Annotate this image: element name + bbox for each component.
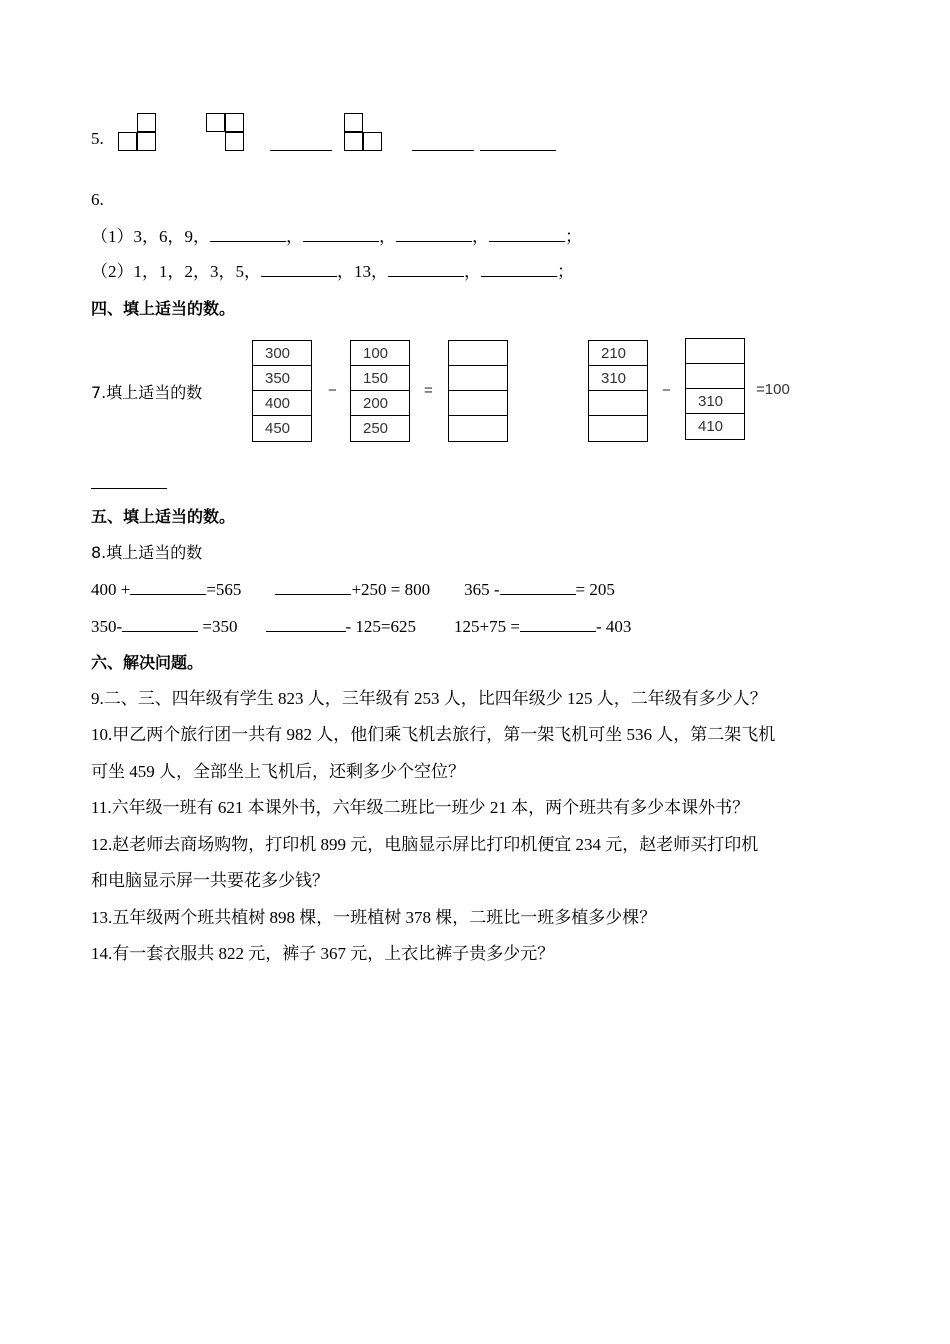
section-4-heading: 四、填上适当的数。 [91,299,236,318]
problem-10-line-1: 10.甲乙两个旅行团一共有 982 人，他们乘飞机去旅行，第一架飞机可坐 536 人，第二架飞机 [91,725,776,744]
q7-left-column-1 [252,340,312,442]
q6-part1-sep-3: ， [472,227,489,246]
problem-12-line-1: 12.赵老师去商场购物，打印机 899 元，电脑显示屏比打印机便宜 234 元，赵老师买打印机 [91,835,759,854]
section-5-heading: 五、填上适当的数。 [91,507,236,526]
q6-part1-sep-4: ； [565,227,582,246]
problem-10-line-2: 可坐 459 人，全部坐上飞机后，还剩多少个空位？ [91,762,465,781]
q7-cell: 450 [265,420,291,437]
problem-9: 9.二、三、四年级有学生 823 人，三年级有 253 人，比四年级少 125 人，二年级有多少人？ [91,689,767,708]
q7-answer-cell[interactable] [589,391,647,416]
q7-cell: 150 [351,366,409,391]
q7-right-column-1[interactable] [588,340,648,442]
q8-r2-text-2: =350 [198,617,238,636]
q8-row-1 [91,578,615,601]
q7-answer-cell[interactable] [449,366,507,391]
q5-answer-blank-2[interactable] [412,150,474,151]
q6-part1-prefix: （1）3，6，9， [91,227,210,246]
q7-cell: 350 [253,366,311,391]
q7-label: 7.填上适当的数 [91,383,203,402]
q8-r2-blank-1[interactable] [122,615,198,632]
q7-left-column-2 [350,340,410,442]
q7-answer-cell[interactable] [449,341,507,366]
q7-answer-cell[interactable] [589,416,647,441]
q7-answer-cell[interactable] [686,364,744,389]
q7-minus-2: − [662,382,671,399]
problem-13: 13.五年级两个班共植树 898 棵，一班植树 378 棵，二班比一班多植多少棵？ [91,908,657,927]
q7-cell: 200 [351,391,409,416]
q7-answer-column[interactable] [448,340,508,442]
q7-cell: 300 [253,341,311,366]
q6-part1-sep-2: ， [379,227,396,246]
q7-cell: 250 [363,420,389,437]
q6-part2-blank-1[interactable] [261,260,337,277]
q6-part2-blank-3[interactable] [481,260,557,277]
problem-14: 14.有一套衣服共 822 元，裤子 367 元，上衣比裤子贵多少元？ [91,944,555,963]
q6-part2 [91,260,574,283]
q8-r1-text-5: = 205 [575,580,615,599]
problem-12-line-2: 和电脑显示屏一共要花多少钱？ [91,871,329,890]
q6-part1-sep-1: ， [286,227,303,246]
q7-minus-1: − [328,382,337,399]
q7-answer-cell[interactable] [686,339,744,364]
q7-cell: 310 [589,366,647,391]
q7-cell: 310 [686,389,744,414]
q5-number: 5. [91,129,104,148]
q6-part2-blank-2[interactable] [388,260,464,277]
q8-r2-text-3: - 125=625 [345,617,417,636]
cube-view-shape-3 [344,113,384,153]
q7-result: =100 [756,381,790,398]
q7-cell: 410 [698,418,724,435]
q6-part2-sep-1: ， [464,262,481,281]
q5-answer-blank-3[interactable] [480,150,556,151]
q8-r1-text-4: 365 - [464,580,500,599]
q5-answer-blank-1[interactable] [270,150,332,151]
q6-part1-blank-1[interactable] [210,225,286,242]
cube-view-shape-1 [118,113,158,153]
q8-r2-blank-3[interactable] [520,615,596,632]
q6-part1-blank-3[interactable] [396,225,472,242]
q8-r2-text-1: 350- [91,617,123,636]
q8-row-2 [91,615,631,638]
q7-equals-1: = [424,382,433,399]
q6-part1-blank-4[interactable] [489,225,565,242]
cube-view-shape-2 [206,113,246,153]
q8-label: 8.填上适当的数 [91,543,203,562]
q8-r1-blank-1[interactable] [130,578,206,595]
q7-right-column-2[interactable] [685,338,745,440]
q6-part2-prefix: （2）1，1，2，3，5， [91,262,261,281]
problem-11: 11.六年级一班有 621 本课外书，六年级二班比一班少 21 本，两个班共有多少本课外书？ [91,798,750,817]
section-6-heading: 六、解决问题。 [91,653,204,672]
q7-cell: 210 [589,341,647,366]
q8-r2-text-5: - 403 [595,617,632,636]
q6-part1-blank-2[interactable] [303,225,379,242]
q7-answer-cell[interactable] [449,391,507,416]
q7-answer-cell[interactable] [449,416,507,441]
q8-r1-blank-2[interactable] [275,578,351,595]
q6-part1 [91,225,582,248]
q8-r2-text-4: 125+75 = [454,617,520,636]
q8-r1-text-2: =565 [206,580,242,599]
q6-number: 6. [91,190,104,209]
q7-answer-blank[interactable] [91,488,167,489]
q8-r2-blank-2[interactable] [266,615,346,632]
q7-cell: 400 [253,391,311,416]
q8-r1-text-1: 400 + [91,580,131,599]
q6-part2-sep-2: ； [557,262,574,281]
q7-cell: 100 [351,341,409,366]
q6-part2-mid: ，13， [337,262,388,281]
q8-r1-text-3: +250 = 800 [351,580,431,599]
q8-r1-blank-3[interactable] [500,578,576,595]
